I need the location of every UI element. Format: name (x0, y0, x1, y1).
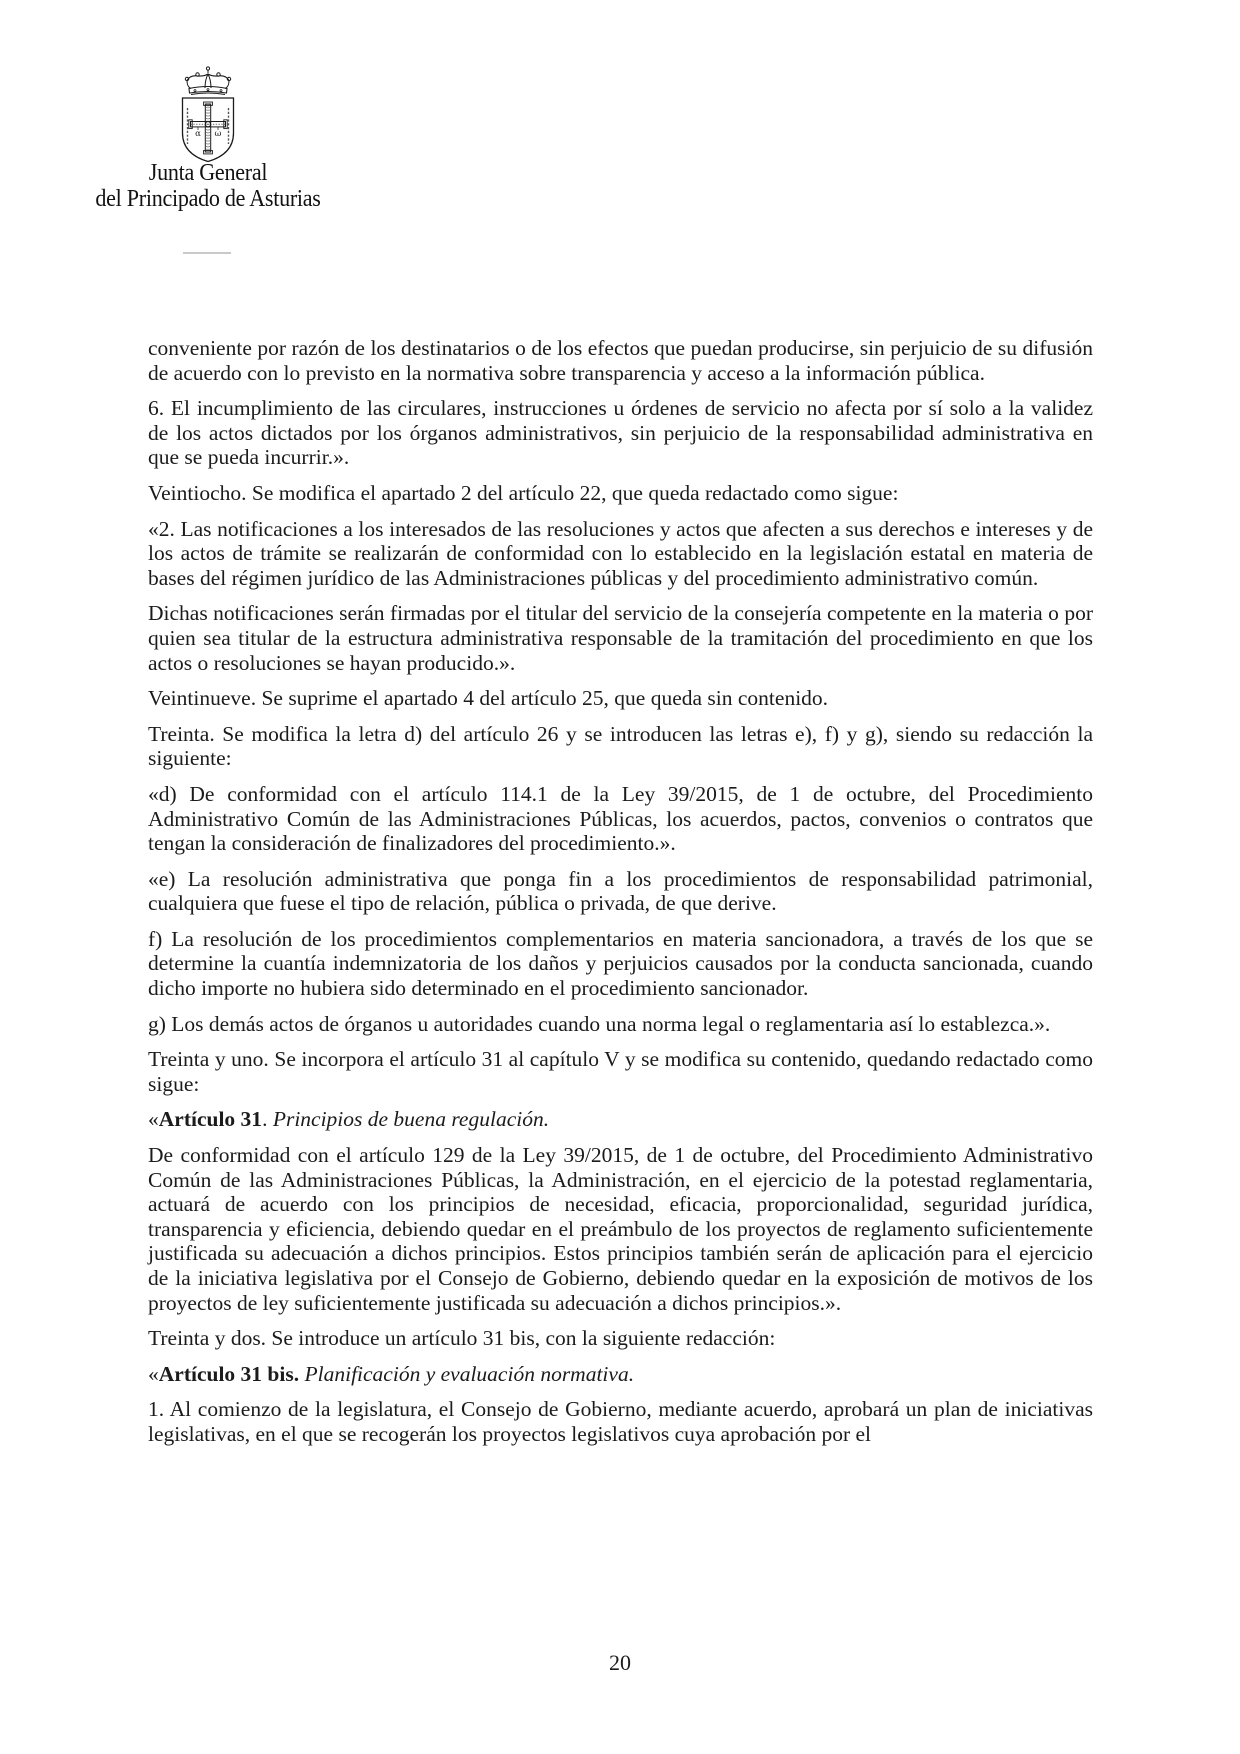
body-paragraph: Treinta. Se modifica la letra d) del artículo 26 y se introducen las letras e), f) y g), siendo su redacción la siguiente: (148, 721, 1093, 771)
org-name-line1: Junta General (148, 160, 268, 186)
body-paragraph: De conformidad con el artículo 129 de la Ley 39/2015, de 1 de octubre, del Procedimiento Administrativo Común de las Administraciones Públicas, la Administración, en el ejercicio de la potestad reglamentaria, actuará de acuerdo con los principios de necesidad, eficacia, proporcionalidad, seguridad jurídica, transparencia y eficiencia, debiendo quedar en el preámbulo de los proyectos de reglamento suficientemente justificada su adecuación a dichos principios. Estos principios también serán de aplicación para el ejercicio de la iniciativa legislativa por el Consejo de Gobierno, debiendo quedar en la exposición de motivos de los proyectos de ley suficientemente justificada su adecuación a dichos principios.». (148, 1143, 1093, 1315)
article-31-heading (148, 1107, 1093, 1132)
body-paragraph: «2. Las notificaciones a los interesados de las resoluciones y actos que afecten a sus derechos e intereses y de los actos de trámite se realizarán de conformidad con lo establecido en la legislación estatal en materia de bases del régimen jurídico de las Administraciones públicas y del procedimiento administrativo común. (148, 516, 1093, 590)
body-paragraph: f) La resolución de los procedimientos complementarios en materia sancionadora, a través de los que se determine la cuantía indemnizatoria de los daños y perjuicios causados por la conducta sancionada, cuando dicho importe no hubiera sido determinado en el procedimiento sancionador. (148, 926, 1093, 1001)
svg-text:ω: ω (214, 129, 222, 139)
body-paragraph: Treinta y uno. Se incorpora el artículo 31 al capítulo V y se modifica su contenido, quedando redactado como sigue: (148, 1047, 1093, 1096)
body-paragraph: 1. Al comienzo de la legislatura, el Consejo de Gobierno, mediante acuerdo, aprobará un plan de iniciativas legislativas, en el que se recogerán los proyectos legislativos cuya aprobación por el (148, 1397, 1093, 1446)
article-31bis-heading (148, 1362, 1093, 1387)
svg-text:α: α (195, 129, 201, 139)
article-number: Artículo 31 bis. (158, 1361, 300, 1386)
body-paragraph: conveniente por razón de los destinatarios o de los efectos que puedan producirse, sin perjuicio de su difusión de acuerdo con lo previsto en la normativa sobre transparencia y acceso a la información pública. (148, 336, 1093, 385)
body-paragraph: Treinta y dos. Se introduce un artículo 31 bis, con la siguiente redacción: (148, 1326, 776, 1351)
organization-name (70, 160, 346, 212)
article-title: Principios de buena regulación. (272, 1107, 550, 1132)
page-number: 20 (609, 1650, 631, 1675)
body-paragraph: Veintinueve. Se suprime el apartado 4 del artículo 25, que queda sin contenido. (148, 686, 829, 711)
document-body (148, 336, 1093, 1458)
separator: . (262, 1107, 273, 1132)
body-paragraph: «d) De conformidad con el artículo 114.1 de la Ley 39/2015, de 1 de octubre, del Procedimiento Administrativo Común de las Administraciones Públicas, los acuerdos, pactos, convenios o contratos que tengan la consideración de finalizadores del procedimiento.». (148, 781, 1093, 856)
asturias-coat-of-arms-icon (178, 64, 238, 164)
body-paragraph: Veintiocho. Se modifica el apartado 2 del artículo 22, que queda redactado como sigue: (148, 480, 899, 505)
body-paragraph: 6. El incumplimiento de las circulares, instrucciones u órdenes de servicio no afecta por sí solo a la validez de los actos dictados por los órganos administrativos, sin perjuicio de la responsabilidad administrativa en que se pueda incurrir.». (148, 396, 1093, 470)
quote-mark: « (148, 1107, 159, 1132)
page-footer (0, 1650, 1240, 1676)
article-title: Planificación y evaluación normativa. (304, 1361, 635, 1386)
body-paragraph: Dichas notificaciones serán firmadas por el titular del servicio de la consejería competente en la materia o por quien sea titular de la estructura administrativa responsable de la tramitación del procedimiento en que los actos o resoluciones se hayan producido.». (148, 601, 1093, 675)
article-number: Artículo 31 (158, 1107, 263, 1132)
body-paragraph: «e) La resolución administrativa que ponga fin a los procedimientos de responsabilidad patrimonial, cualquiera que fuese el tipo de relación, pública o privada, de que derive. (148, 866, 1093, 916)
header-divider (183, 252, 231, 254)
body-paragraph: g) Los demás actos de órganos u autoridades cuando una norma legal o reglamentaria así lo establezca.». (148, 1011, 1051, 1036)
quote-mark: « (148, 1361, 159, 1386)
org-name-line2: del Principado de Asturias (95, 186, 321, 212)
